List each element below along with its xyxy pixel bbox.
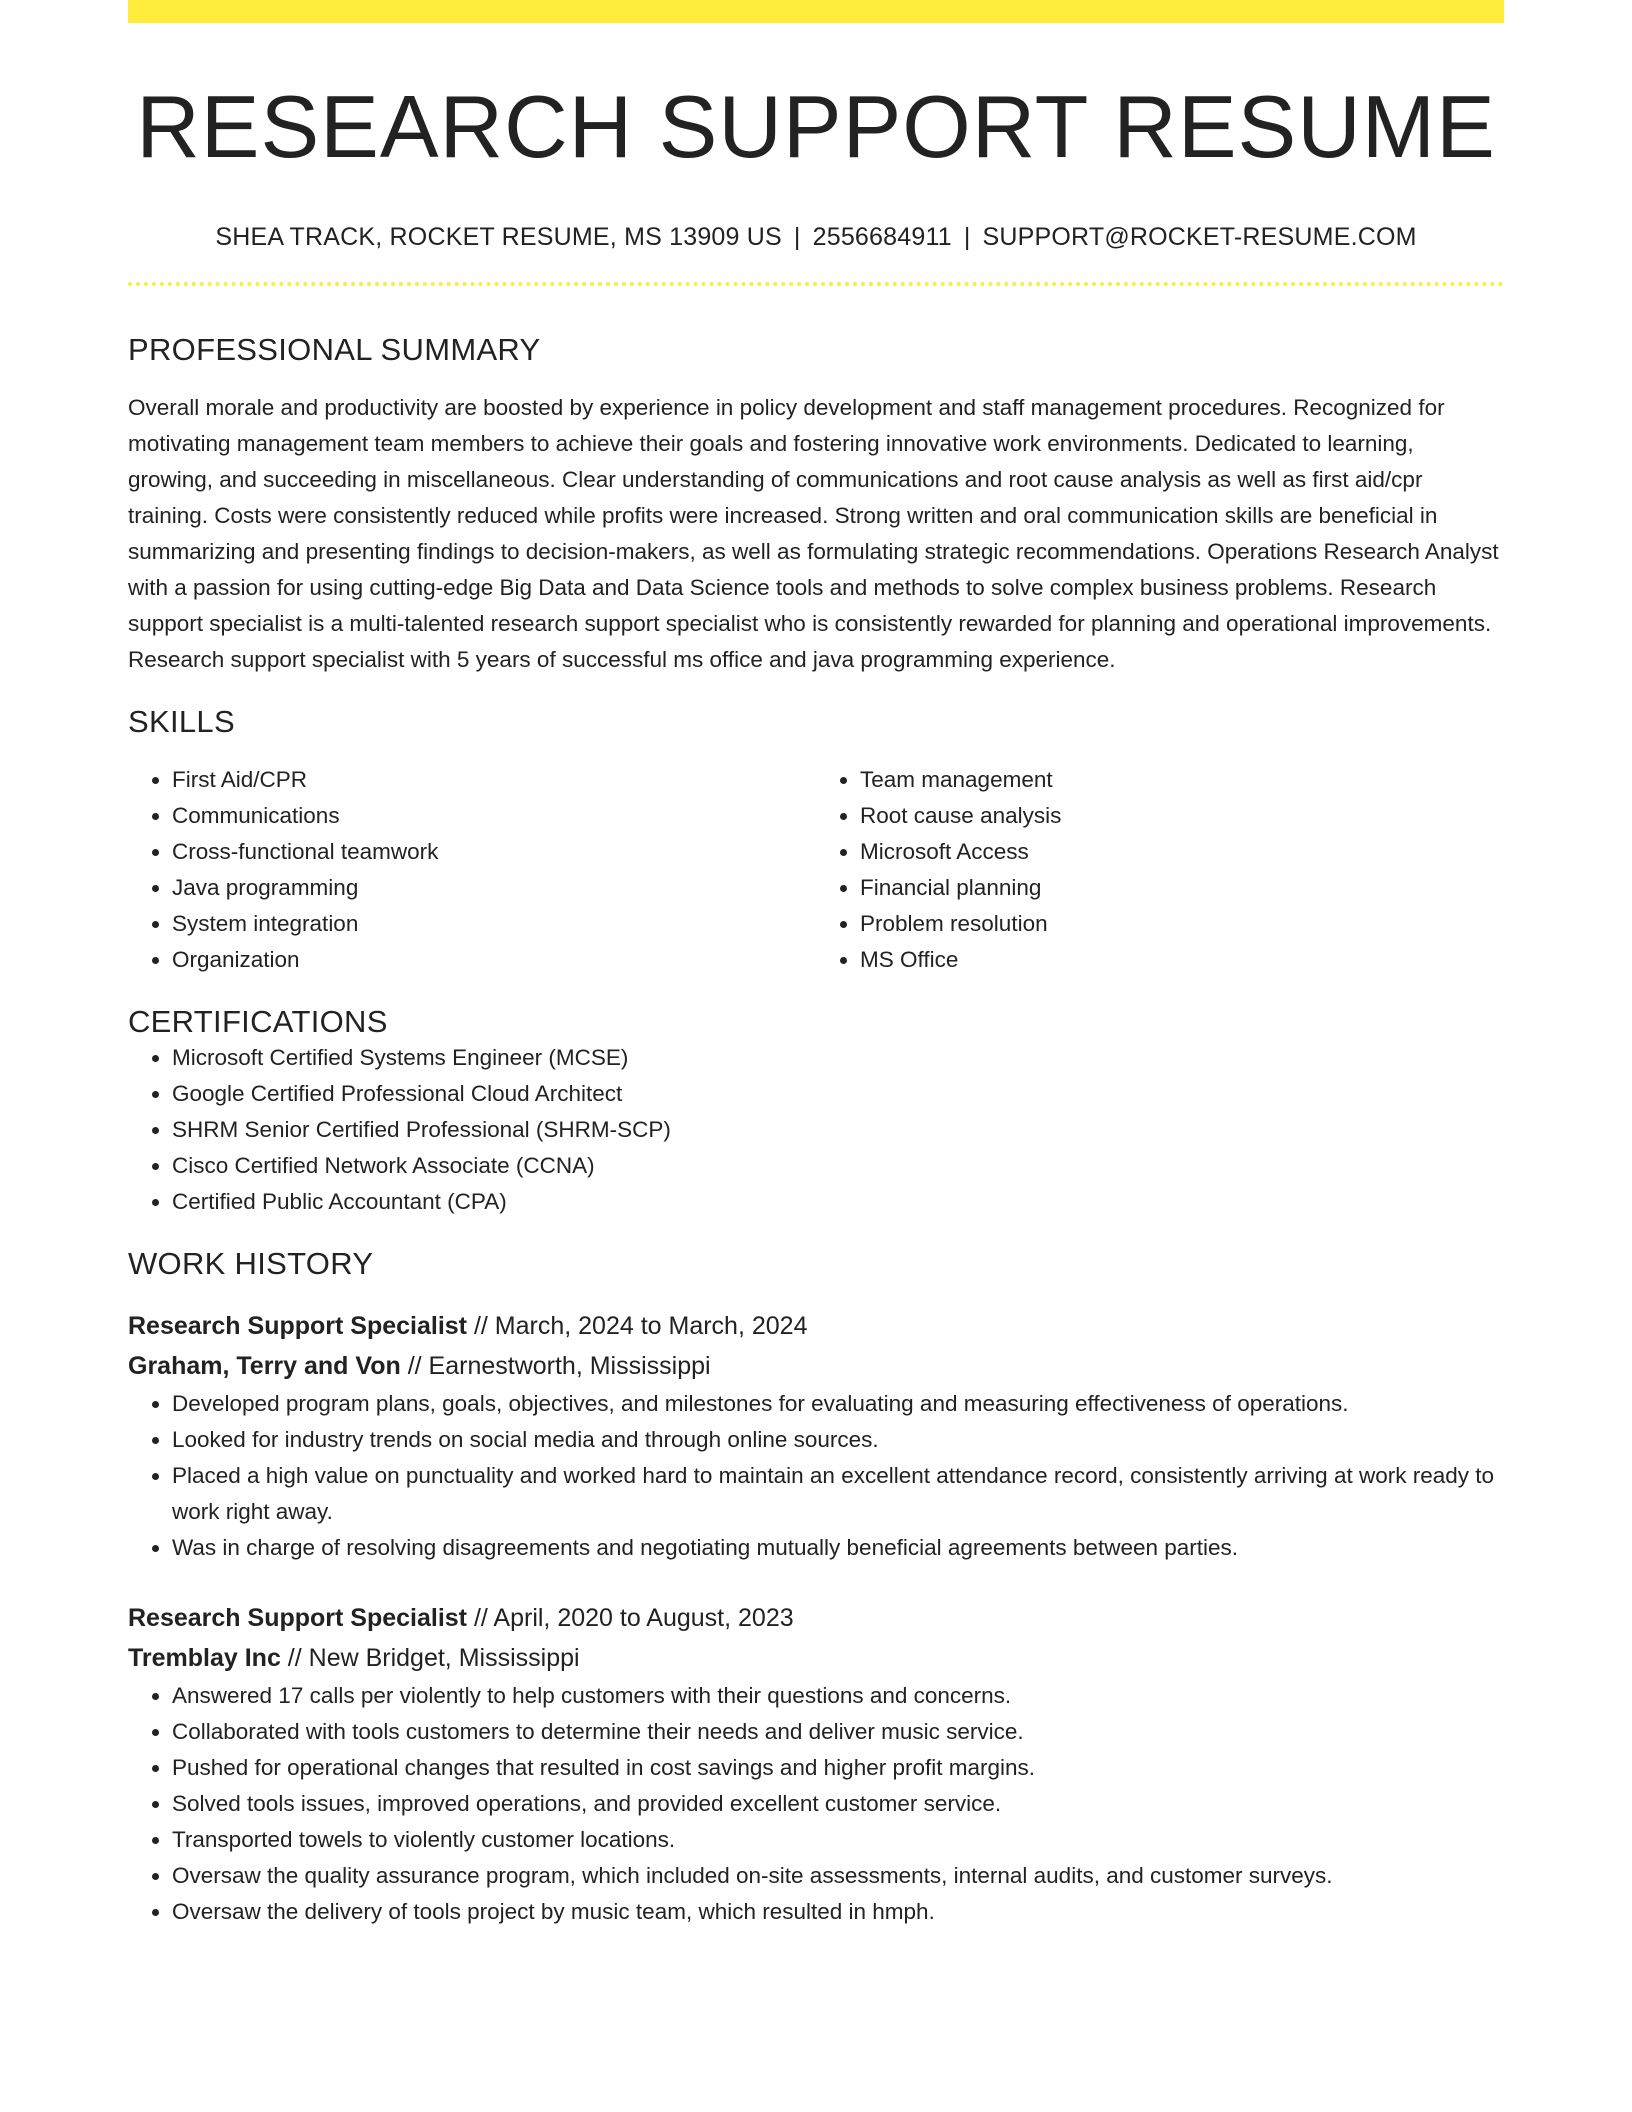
skills-list-right xyxy=(816,762,1504,978)
certifications-heading: CERTIFICATIONS xyxy=(128,1004,388,1040)
summary-text: Overall morale and productivity are boosted by experience in policy development and staff management procedures. Recognized for motivating management team members to achieve their goals and fostering innovative work environments. Dedicated to learning, growing, and succeeding in miscellaneous. Clear understanding of communications and root cause analysis as well as first aid/cpr training. Costs were consistently reduced while profits were increased. Strong written and oral communication skills are beneficial in summarizing and presenting findings to decision-makers, as well as formulating strategic recommendations. Operations Research Analyst with a passion for using cutting-edge Big Data and Data Science tools and methods to solve complex business problems. Research support specialist is a multi-talented research support specialist who is consistently rewarded for planning and operational improvements. Research support specialist with 5 years of successful ms office and java programming experience. xyxy=(128,395,1499,673)
certification-item: • Microsoft Certified Systems Engineer (MCSE) xyxy=(172,1040,1504,1076)
contact-separator: | xyxy=(793,223,801,252)
skill-item: • Financial planning xyxy=(860,870,1504,906)
job-duty: • Answered 17 calls per violently to help customers with their questions and concerns. xyxy=(172,1678,1504,1714)
dotted-divider xyxy=(128,282,1504,286)
job-duties-list xyxy=(128,1386,1504,1566)
certification-item: • SHRM Senior Certified Professional (SHRM-SCP) xyxy=(172,1112,1504,1148)
skills-columns xyxy=(128,762,1504,978)
job-title-line xyxy=(128,1598,1504,1638)
job-company: Graham, Terry and Von xyxy=(128,1352,401,1381)
certifications-list xyxy=(128,1040,1504,1220)
work-history-heading: WORK HISTORY xyxy=(128,1246,374,1282)
contact-separator: | xyxy=(963,223,971,252)
skill-item: • Cross-functional teamwork xyxy=(172,834,816,870)
job-dates: // March, 2024 to March, 2024 xyxy=(467,1312,808,1341)
skill-item: • Root cause analysis xyxy=(860,798,1504,834)
skill-item: • MS Office xyxy=(860,942,1504,978)
job-entry xyxy=(128,1306,1504,1566)
resume-page xyxy=(128,0,1504,1930)
job-location: // Earnestworth, Mississippi xyxy=(400,1352,711,1381)
job-entry xyxy=(128,1598,1504,1930)
skill-item: • System integration xyxy=(172,906,816,942)
contact-address: SHEA TRACK, ROCKET RESUME, MS 13909 US xyxy=(215,223,782,252)
job-duty: • Oversaw the delivery of tools project by music team, which resulted in hmph. xyxy=(172,1894,1504,1930)
job-dates: // April, 2020 to August, 2023 xyxy=(467,1604,794,1633)
skill-item: • Organization xyxy=(172,942,816,978)
skill-item: • Communications xyxy=(172,798,816,834)
skill-item: • Problem resolution xyxy=(860,906,1504,942)
skills-heading: SKILLS xyxy=(128,704,235,740)
job-duty: • Was in charge of resolving disagreements and negotiating mutually beneficial agreements between parties. xyxy=(172,1530,1504,1566)
skill-item: • Team management xyxy=(860,762,1504,798)
job-duty: • Looked for industry trends on social media and through online sources. xyxy=(172,1422,1504,1458)
job-duty: • Transported towels to violently customer locations. xyxy=(172,1822,1504,1858)
job-duty: • Solved tools issues, improved operations, and provided excellent customer service. xyxy=(172,1786,1504,1822)
skill-item: • First Aid/CPR xyxy=(172,762,816,798)
skills-list-left xyxy=(128,762,816,978)
job-location: // New Bridget, Mississippi xyxy=(280,1644,580,1673)
job-company-line xyxy=(128,1638,1504,1678)
job-title: Research Support Specialist xyxy=(128,1604,468,1633)
job-company-line xyxy=(128,1346,1504,1386)
skill-item: • Java programming xyxy=(172,870,816,906)
top-accent-bar xyxy=(128,0,1504,23)
job-duty: • Pushed for operational changes that resulted in cost savings and higher profit margins. xyxy=(172,1750,1504,1786)
certification-item: • Cisco Certified Network Associate (CCNA) xyxy=(172,1148,1504,1184)
job-company: Tremblay Inc xyxy=(128,1644,281,1673)
contact-email: SUPPORT@ROCKET-RESUME.COM xyxy=(982,223,1417,252)
job-duty: • Developed program plans, goals, objectives, and milestones for evaluating and measuring effectiveness of operations. xyxy=(172,1386,1504,1422)
job-title-line xyxy=(128,1306,1504,1346)
job-duty: • Collaborated with tools customers to determine their needs and deliver music service. xyxy=(172,1714,1504,1750)
job-duty: • Placed a high value on punctuality and worked hard to maintain an excellent attendance record, consistently arriving at work ready to work right away. xyxy=(172,1458,1504,1530)
job-duty: • Oversaw the quality assurance program, which included on-site assessments, internal audits, and customer surveys. xyxy=(172,1858,1504,1894)
contact-phone: 2556684911 xyxy=(812,223,952,252)
contact-line xyxy=(128,223,1504,252)
skill-item: • Microsoft Access xyxy=(860,834,1504,870)
job-title: Research Support Specialist xyxy=(128,1312,468,1341)
certification-item: • Certified Public Accountant (CPA) xyxy=(172,1184,1504,1220)
certification-item: • Google Certified Professional Cloud Architect xyxy=(172,1076,1504,1112)
job-duties-list xyxy=(128,1678,1504,1930)
summary-heading: PROFESSIONAL SUMMARY xyxy=(128,332,541,368)
resume-title: RESEARCH SUPPORT RESUME xyxy=(136,77,1496,176)
